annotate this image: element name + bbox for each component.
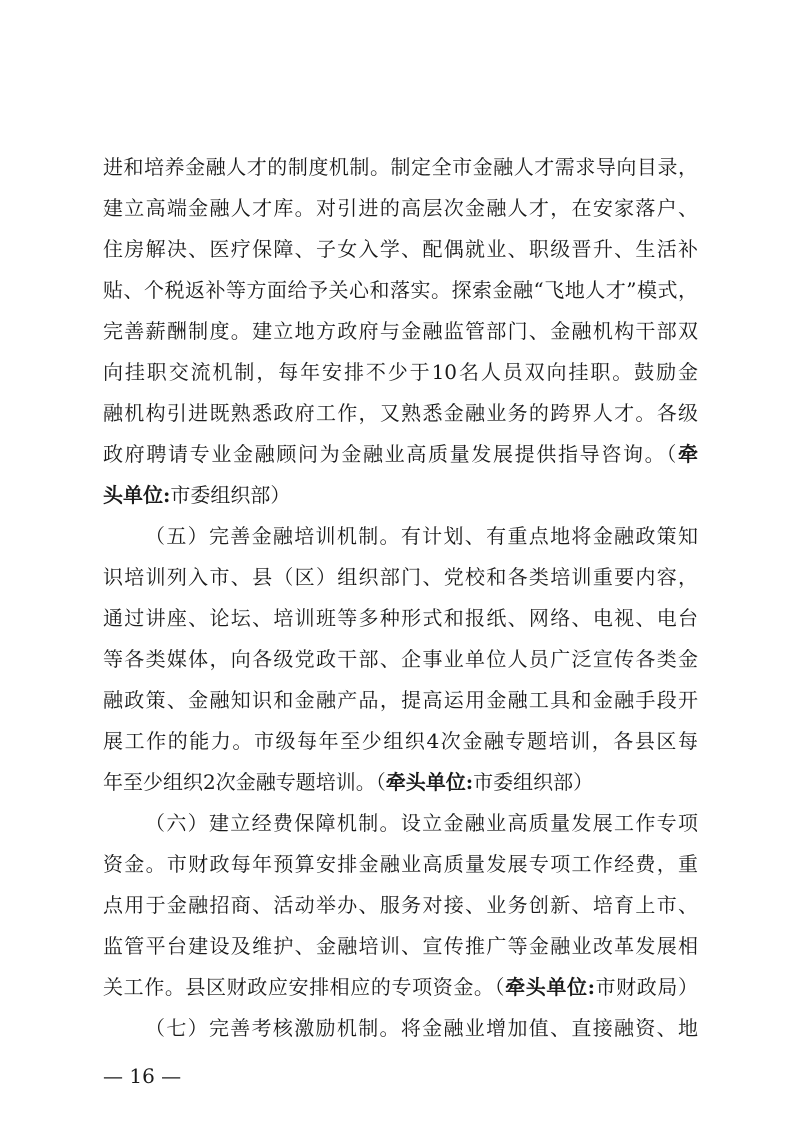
- section-heading-line: [145, 1008, 698, 1048]
- line-text: 融政策、金融知识和金融产品，提高运用金融工具和金融手段开: [103, 688, 698, 712]
- text-line: [103, 434, 698, 474]
- text-line: [103, 762, 698, 802]
- lead-unit-label: 牵头单位:: [505, 975, 595, 999]
- text-line: [103, 967, 698, 1007]
- text-line: [103, 926, 698, 966]
- line-text: （五）完善金融培训机制。有计划、有重点地将金融政策知: [145, 524, 698, 548]
- line-text: 贴、个税返补等方面给予关心和落实。探索金融“飞地人才”模式，: [103, 278, 698, 302]
- line-text: 融机构引进既熟悉政府工作，又熟悉金融业务的跨界人才。各级: [103, 401, 698, 425]
- line-text: 资金。市财政每年预算安排金融业高质量发展专项工作经费，重: [103, 852, 698, 876]
- line-text: 进和培养金融人才的制度机制。制定全市金融人才需求导向目录，: [103, 155, 698, 179]
- line-text: 建立高端金融人才库。对引进的高层次金融人才，在安家落户、: [103, 196, 698, 220]
- line-text: 监管平台建设及维护、金融培训、宣传推广等金融业改革发展相: [103, 934, 698, 958]
- line-text: 关工作。县区财政应安排相应的专项资金。（: [103, 975, 506, 999]
- line-text: 政府聘请专业金融顾问为金融业高质量发展提供指导咨询。（: [103, 442, 678, 466]
- line-text: 通过讲座、论坛、培训班等多种形式和报纸、网络、电视、电台: [103, 606, 698, 630]
- section-heading-line: [145, 516, 698, 556]
- line-text: 点用于金融招商、活动举办、服务对接、业务创新、培育上市、: [103, 893, 698, 917]
- text-line: [103, 721, 698, 761]
- text-line: [103, 475, 698, 515]
- text-line: [103, 188, 698, 228]
- line-text: 识培训列入市、县（区）组织部门、党校和各类培训重要内容，: [103, 565, 698, 589]
- line-text: 年至少组织2次金融专题培训。（: [103, 770, 386, 794]
- text-line: [103, 270, 698, 310]
- lead-unit-label: 牵: [678, 442, 698, 466]
- line-text: 等各类媒体，向各级党政干部、企事业单位人员广泛宣传各类金: [103, 647, 698, 671]
- line-text: （六）建立经费保障机制。设立金融业高质量发展工作专项: [145, 811, 698, 835]
- text-line: [103, 557, 698, 597]
- text-line: [103, 680, 698, 720]
- text-line: [103, 393, 698, 433]
- line-text: 向挂职交流机制，每年安排不少于10名人员双向挂职。鼓励金: [103, 360, 698, 384]
- lead-unit-label: 头单位:: [103, 483, 171, 507]
- lead-unit-value: 市委组织部）: [473, 770, 594, 794]
- lead-unit-value: 市委组织部）: [170, 483, 291, 507]
- text-line: [103, 885, 698, 925]
- text-line: [103, 147, 698, 187]
- text-line: [103, 639, 698, 679]
- line-text: 展工作的能力。市级每年至少组织4次金融专题培训，各县区每: [103, 729, 698, 753]
- text-line: [103, 844, 698, 884]
- text-line: [103, 352, 698, 392]
- lead-unit-label: 牵头单位:: [385, 770, 474, 794]
- line-text: （七）完善考核激励机制。将金融业增加值、直接融资、地: [145, 1016, 698, 1040]
- text-line: [103, 229, 698, 269]
- line-text: 完善薪酬制度。建立地方政府与金融监管部门、金融机构干部双: [103, 319, 698, 343]
- text-line: [103, 311, 698, 351]
- page-number: — 16 —: [103, 1064, 182, 1088]
- text-line: [103, 598, 698, 638]
- line-text: 住房解决、医疗保障、子女入学、配偶就业、职级晋升、生活补: [103, 237, 698, 261]
- lead-unit-value: 市财政局）: [594, 975, 698, 999]
- section-heading-line: [145, 803, 698, 843]
